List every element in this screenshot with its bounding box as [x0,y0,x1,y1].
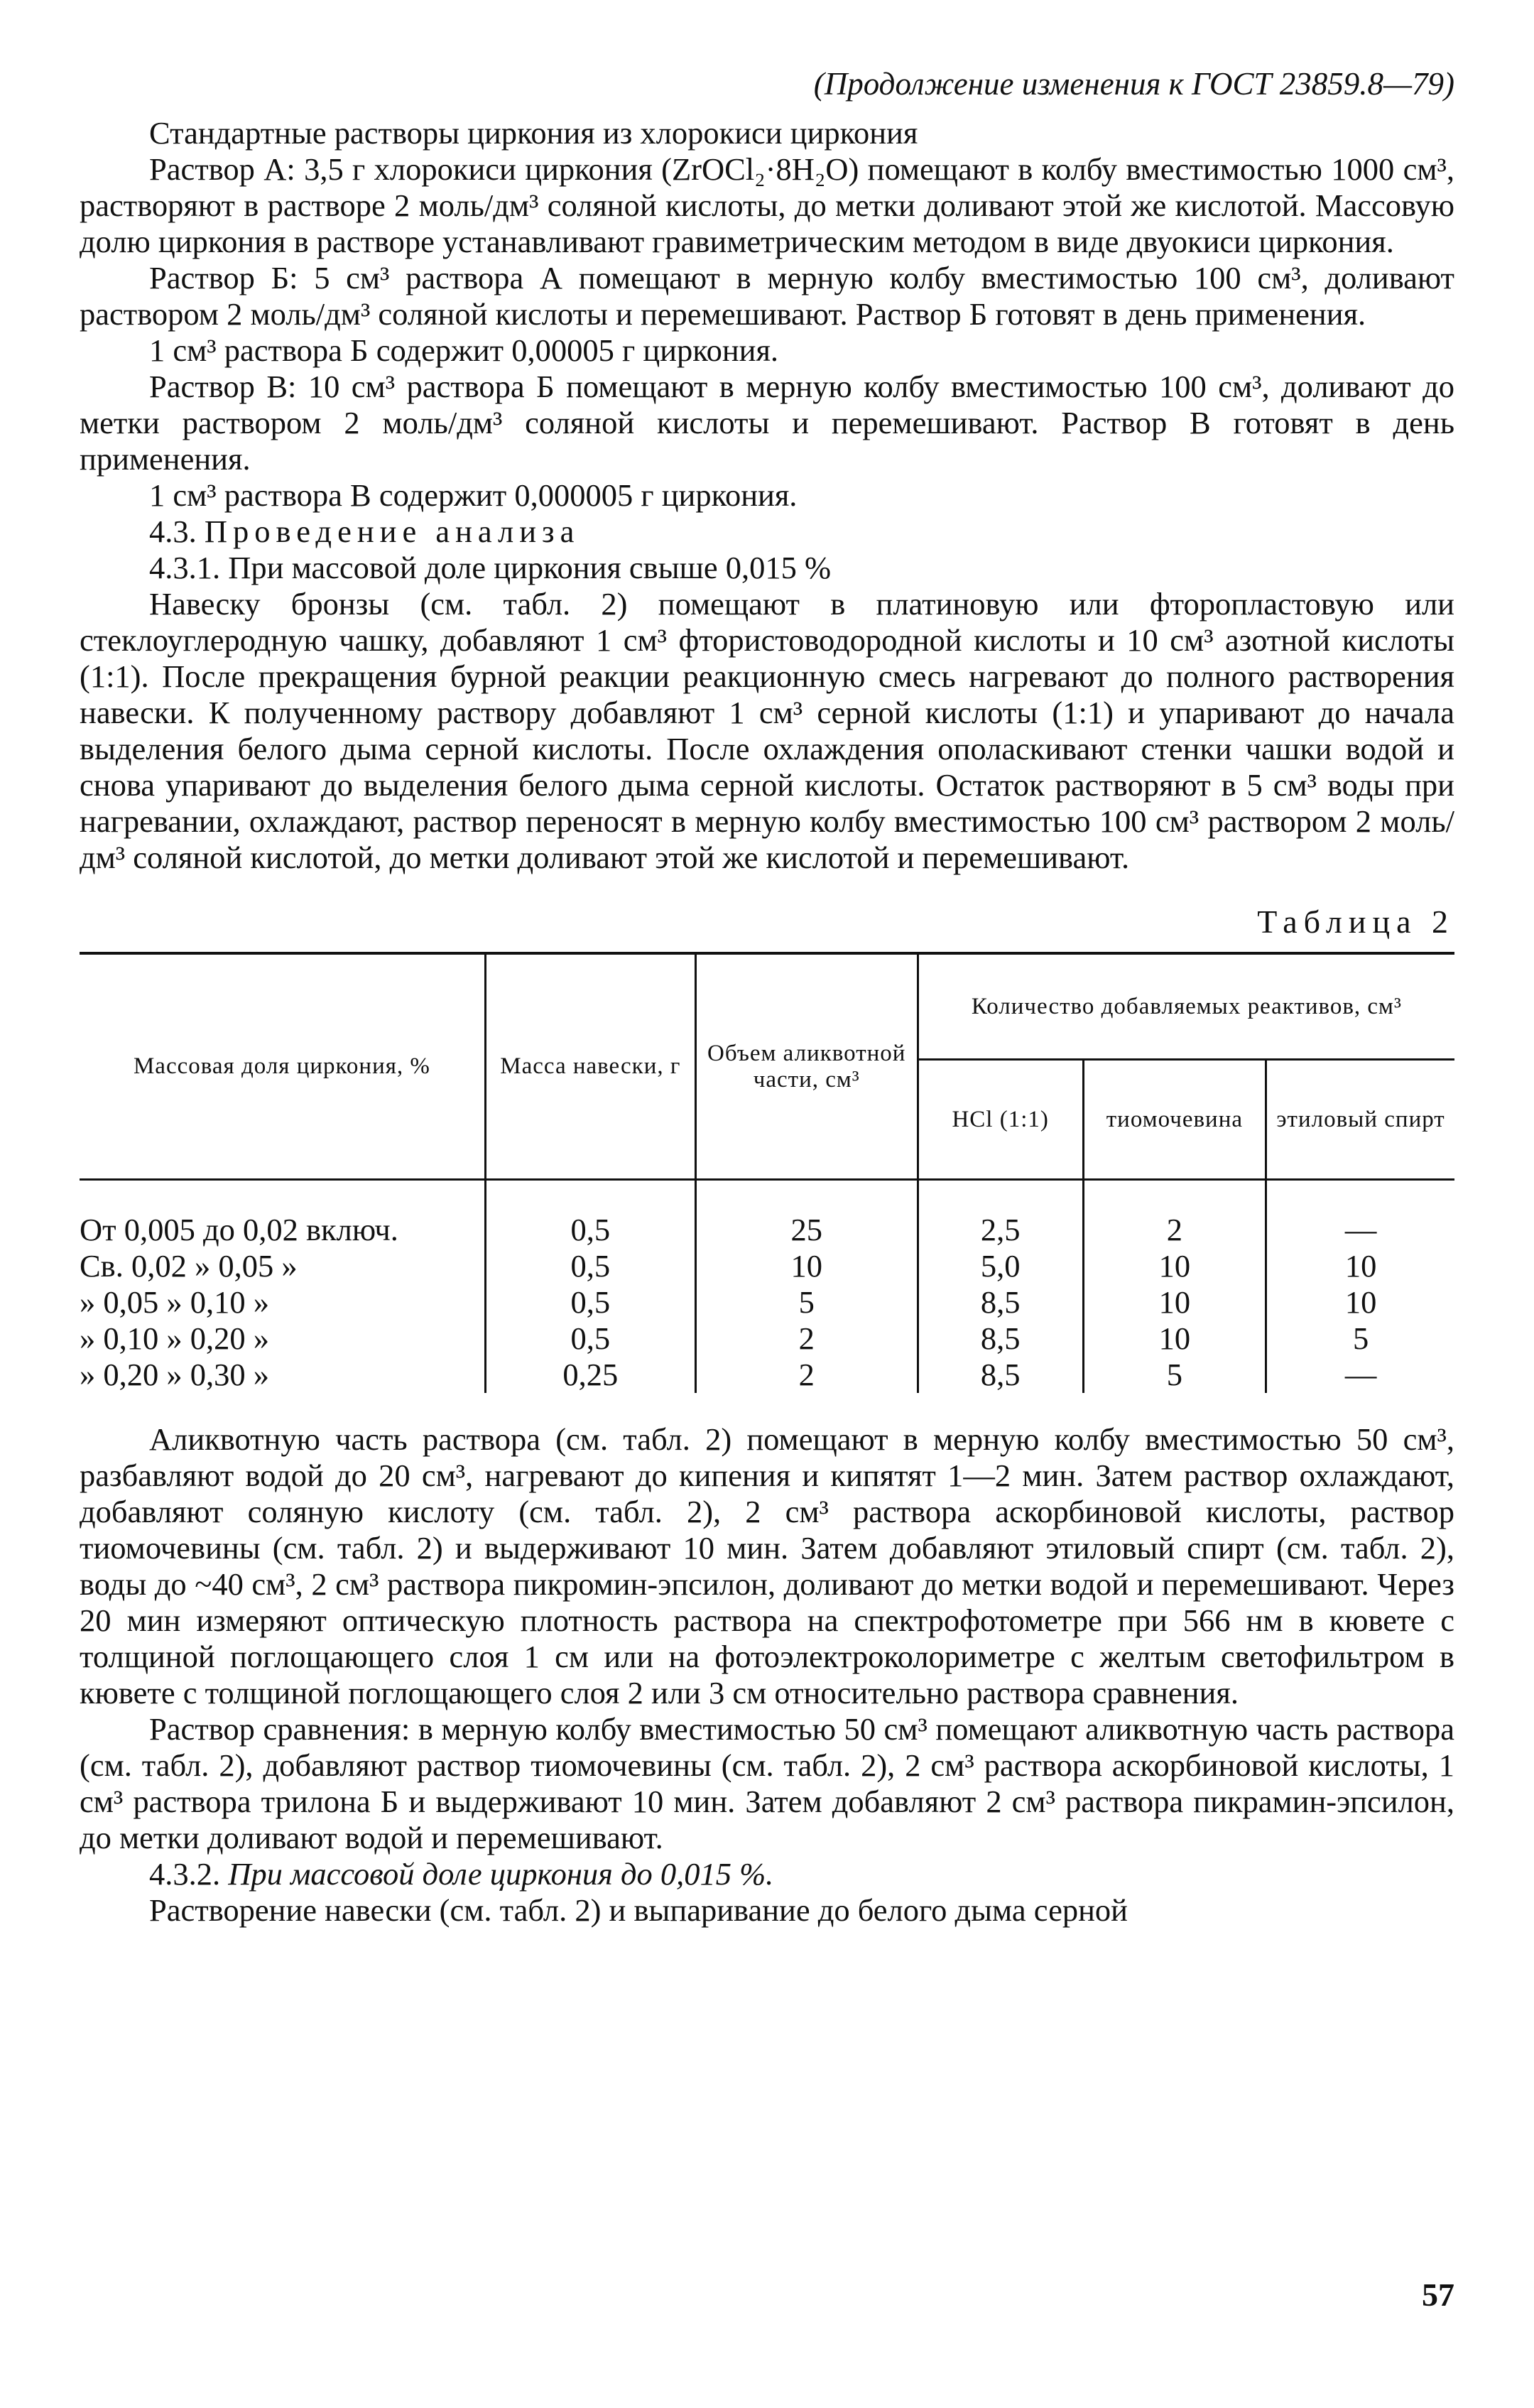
cell-hcl: 2,5 [918,1180,1083,1249]
cell-hcl: 8,5 [918,1357,1083,1393]
cell-aliquot: 2 [695,1357,918,1393]
cell-ethanol: 10 [1266,1248,1454,1284]
cell-ethanol: 5 [1266,1320,1454,1357]
cell-thiourea: 5 [1083,1357,1266,1393]
paragraph: 1 см³ раствора Б содержит 0,00005 г циркония. [149,332,779,368]
header-zirconium-fraction: Массовая доля циркония, % [80,953,485,1180]
header-ethanol: этиловый спирт [1266,1060,1454,1180]
cell-ethanol: — [1266,1357,1454,1393]
section-heading-4-3-2 [80,1856,1454,1892]
header-reagents-group: Количество добавляемых реактивов, см³ [918,953,1454,1060]
section-heading-4-3-1: 4.3.1. При массовой доле циркония свыше 0,015 % [149,550,832,585]
paragraph: Навеску бронзы (см. табл. 2) помещают в платиновую или фторопластовую или стеклоуглеродную чашку, добавляют 1 см³ фтористоводородной кислоты и 10 см³ азотной кислоты (1:1). После прекращения бурной реакции реакционную смесь нагревают до полного растворения навески. К полученному раствору добавляют 1 см³ серной кислоты (1:1) и упаривают до начала выделения белого дыма серной кислоты. После охлаждения ополаскивают стенки чашки водой и снова упаривают до выделения белого дыма серной кислоты. Остаток растворяют в 5 см³ воды при нагревании, охлаждают, раствор переносят в мерную колбу вместимостью 100 см³ раствором 2 моль/дм³ соляной кислотой, до метки доливают этой же кислотой и перемешивают. [80,586,1454,875]
body-text-after-table [80,1421,1454,1929]
table-body [80,1180,1454,1394]
cell-mass: 0,5 [485,1248,695,1284]
cell-hcl: 8,5 [918,1284,1083,1320]
cell-aliquot: 5 [695,1284,918,1320]
cell-mass: 0,25 [485,1357,695,1393]
page-number: 57 [1422,2277,1454,2313]
paragraph: Раствор В: 10 см³ раствора Б помещают в мерную колбу вместимостью 100 см³, доливают до метки раствором 2 моль/дм³ соляной кислоты и перемешивают. Раствор В готовят в день применения. [80,369,1454,477]
paragraph: Аликвотную часть раствора (см. табл. 2) помещают в мерную колбу вместимостью 50 см³, разбавляют водой до 20 см³, нагревают до кипения и кипятят 1—2 мин. Затем раствор охлаждают, добавляют соляную кислоту (см. табл. 2), 2 см³ раствора аскорбиновой кислоты, раствор тиомочевины (см. табл. 2) и выдерживают 10 мин. Затем добавляют этиловый спирт (см. табл. 2), воды до ~40 см³, 2 см³ раствора пикромин-эпсилон, доливают до метки водой и перемешивают. Через 20 мин измеряют оптическую плотность раствора на спектрофотометре при 566 нм в кювете с толщиной поглощающего слоя 1 см или на фотоэлектроколориметре с желтым светофильтром в кювете с толщиной поглощающего слоя 2 или 3 см относительно раствора сравнения. [80,1421,1454,1710]
page-header: (Продолжение изменения к ГОСТ 23859.8—79) [813,66,1454,102]
table-row [80,1248,1454,1284]
header-thiourea: тиомочевина [1083,1060,1266,1180]
cell-mass: 0,5 [485,1284,695,1320]
cell-mass: 0,5 [485,1320,695,1357]
paragraph: Раствор Б: 5 см³ раствора А помещают в мерную колбу вместимостью 100 см³, доливают раствором 2 моль/дм³ соляной кислоты и перемешивают. Раствор Б готовят в день применения. [80,260,1454,332]
body-text [80,115,1454,876]
cell-range: Св. 0,02 » 0,05 » [80,1248,298,1284]
cell-aliquot: 25 [695,1180,918,1249]
table-row [80,1180,1454,1249]
table-caption: Таблица 2 [1257,904,1454,940]
section-number: 4.3. [149,514,205,549]
section-heading-4-3 [80,514,1454,550]
cell-aliquot: 10 [695,1248,918,1284]
paragraph: Стандартные растворы циркония из хлорокиси циркония [149,115,918,151]
header-hcl: HCl (1:1) [918,1060,1083,1180]
table-row [80,1284,1454,1320]
header-sample-mass: Масса навески, г [485,953,695,1180]
section-number: 4.3.2. [149,1856,229,1892]
cell-ethanol: — [1266,1180,1454,1249]
cell-thiourea: 10 [1083,1284,1266,1320]
cell-thiourea: 10 [1083,1320,1266,1357]
cell-hcl: 8,5 [918,1320,1083,1357]
table-row [80,1357,1454,1393]
paragraph: Растворение навески (см. табл. 2) и выпаривание до белого дыма серной [149,1892,1128,1928]
cell-hcl: 5,0 [918,1248,1083,1284]
cell-aliquot: 2 [695,1320,918,1357]
table-2 [80,952,1454,1393]
header-aliquot-volume: Объем аликвотной части, см³ [695,953,918,1180]
section-title: При массовой доле циркония до 0,015 %. [228,1856,774,1892]
paragraph: Раствор сравнения: в мерную колбу вместимостью 50 см³ помещают аликвотную часть раствора (см. табл. 2), добавляют раствор тиомочевины (см. табл. 2), 2 см³ раствора аскорбиновой кислоты, 1 см³ раствора трилона Б и выдерживают 10 мин. Затем добавляют 2 см³ раствора пикрамин-эпсилон, до метки доливают водой и перемешивают. [80,1711,1454,1855]
cell-thiourea: 2 [1083,1180,1266,1249]
cell-range: От 0,005 до 0,02 включ. [80,1212,398,1247]
table-row [80,1320,1454,1357]
paragraph: 1 см³ раствора В содержит 0,000005 г циркония. [149,477,798,513]
cell-ethanol: 10 [1266,1284,1454,1320]
cell-mass: 0,5 [485,1180,695,1249]
cell-range: » 0,10 » 0,20 » [80,1320,269,1356]
cell-thiourea: 10 [1083,1248,1266,1284]
paragraph: Раствор А: 3,5 г хлорокиси циркония (ZrOCl₂·8H₂O) помещают в колбу вместимостью 1000 см³, растворяют в растворе 2 моль/дм³ соляной кислоты, до метки доливают этой же кислотой. Массовую долю циркония в растворе устанавливают гравиметрическим методом в виде двуокиси циркония. [80,151,1454,259]
cell-range: » 0,05 » 0,10 » [80,1284,269,1320]
cell-range: » 0,20 » 0,30 » [80,1357,269,1392]
section-title: Проведение анализа [204,514,580,549]
